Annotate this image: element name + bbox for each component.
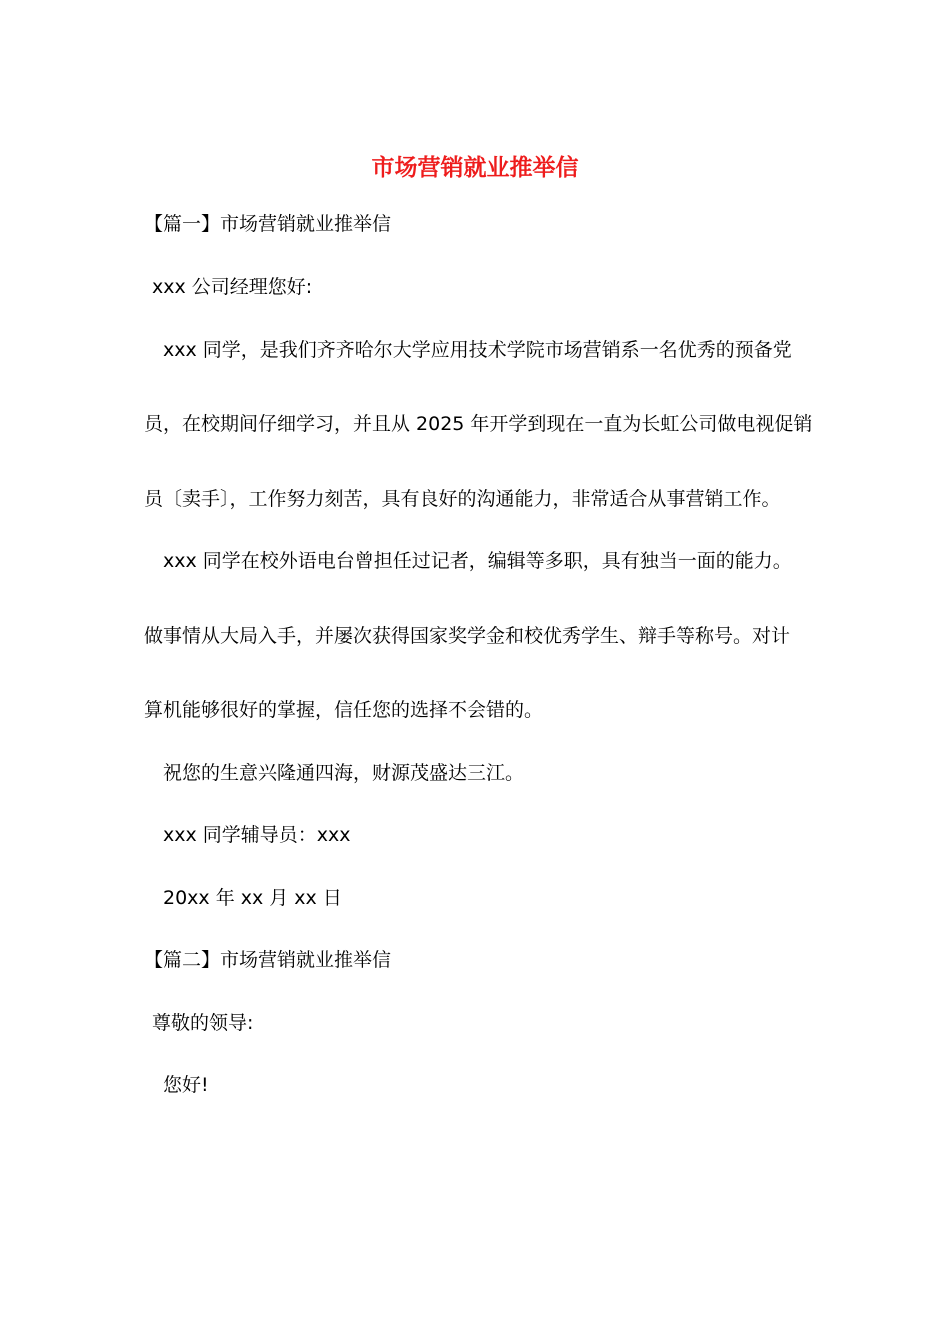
greeting-line: 您好!: [163, 1074, 209, 1096]
date-line: 20xx 年 xx 月 xx 日: [163, 887, 342, 909]
document-title: 市场营销就业推举信: [371, 154, 579, 181]
paragraph-line: 员〔卖手〕，工作努力刻苦，具有良好的沟通能力，非常适合从事营销工作。: [144, 488, 781, 510]
section-heading-1: 【篇一】市场营销就业推举信: [144, 213, 392, 235]
paragraph-line: 员，在校期间仔细学习，并且从 2025 年开学到现在一直为长虹公司做电视促销: [144, 413, 813, 435]
closing-wish: 祝您的生意兴隆通四海，财源茂盛达三江。: [163, 762, 525, 784]
paragraph-line: 算机能够很好的掌握，信任您的选择不会错的。: [144, 699, 544, 721]
section-heading-2: 【篇二】市场营销就业推举信: [144, 949, 392, 971]
salutation-line: 尊敬的领导:: [152, 1012, 254, 1034]
greeting-line: xxx 公司经理您好:: [152, 276, 313, 298]
paragraph-line: 做事情从大局入手，并屡次获得国家奖学金和校优秀学生、辩手等称号。对计: [144, 625, 791, 647]
paragraph-line: xxx 同学，是我们齐齐哈尔大学应用技术学院市场营销系一名优秀的预备党: [163, 339, 792, 361]
paragraph-line: xxx 同学在校外语电台曾担任过记者，编辑等多职，具有独当一面的能力。: [163, 550, 792, 572]
signature-line: xxx 同学辅导员：xxx: [163, 824, 351, 846]
